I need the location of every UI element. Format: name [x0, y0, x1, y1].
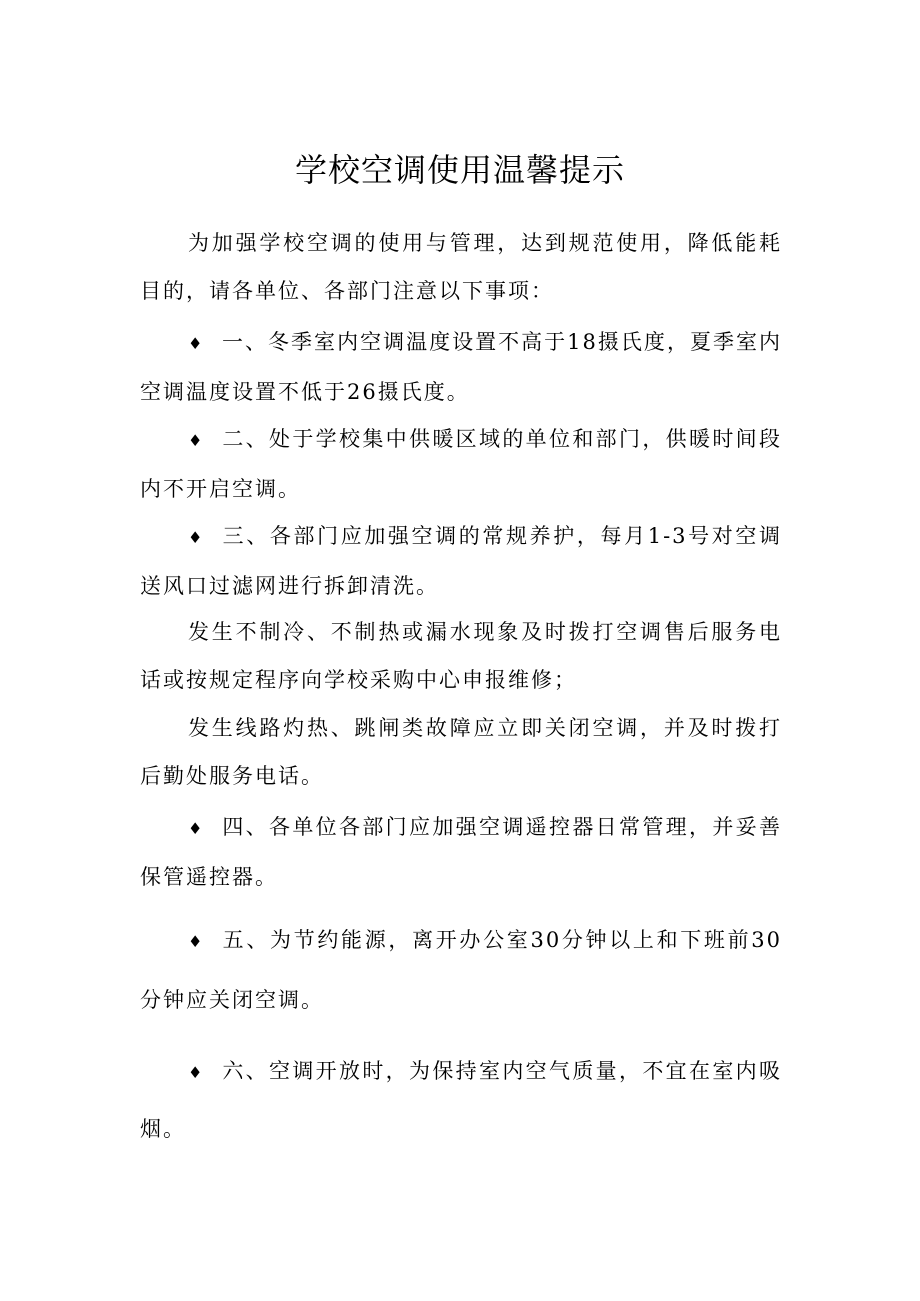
- diamond-bullet-icon: ♦: [188, 819, 205, 838]
- list-item-4: [140, 803, 782, 901]
- diamond-bullet-icon: ♦: [188, 932, 205, 951]
- list-item-text: 四、各单位各部门应加强空调遥控器日常管理，并妥善保管遥控器。: [140, 815, 782, 889]
- diamond-bullet-icon: ♦: [188, 528, 205, 547]
- list-item-text: 三、各部门应加强空调的常规养护，每月1-3号对空调送风口过滤网进行拆卸清洗。: [140, 524, 782, 598]
- diamond-bullet-icon: ♦: [188, 1063, 205, 1082]
- list-item-5: [140, 911, 782, 1029]
- list-item-6: [140, 1043, 782, 1157]
- list-item-3: [140, 512, 782, 610]
- diamond-bullet-icon: ♦: [188, 334, 205, 353]
- page-title: 学校空调使用温馨提示: [294, 151, 625, 189]
- intro-paragraph: 为加强学校空调的使用与管理，达到规范使用，降低能耗目的，请各单位、各部门注意以下事项：: [140, 231, 782, 303]
- list-item-text: 五、为节约能源，离开办公室30分钟以上和下班前30分钟应关闭空调。: [140, 928, 782, 1012]
- list-item-2: [140, 415, 782, 513]
- list-item-text: 六、空调开放时，为保持室内空气质量，不宜在室内吸烟。: [140, 1059, 782, 1141]
- list-item-text: 一、冬季室内空调温度设置不高于18摄氏度，夏季室内空调温度设置不低于26摄氏度。: [140, 330, 782, 404]
- diamond-bullet-icon: ♦: [188, 431, 205, 450]
- list-item-text: 二、处于学校集中供暖区域的单位和部门，供暖时间段内不开启空调。: [140, 427, 782, 501]
- note-paragraph-2: 发生线路灼热、跳闸类故障应立即关闭空调，并及时拨打后勤处服务电话。: [140, 716, 782, 788]
- note-paragraph-1: 发生不制冷、不制热或漏水现象及时拨打空调售后服务电话或按规定程序向学校采购中心申报维修；: [140, 620, 782, 692]
- list-item-1: [140, 318, 782, 416]
